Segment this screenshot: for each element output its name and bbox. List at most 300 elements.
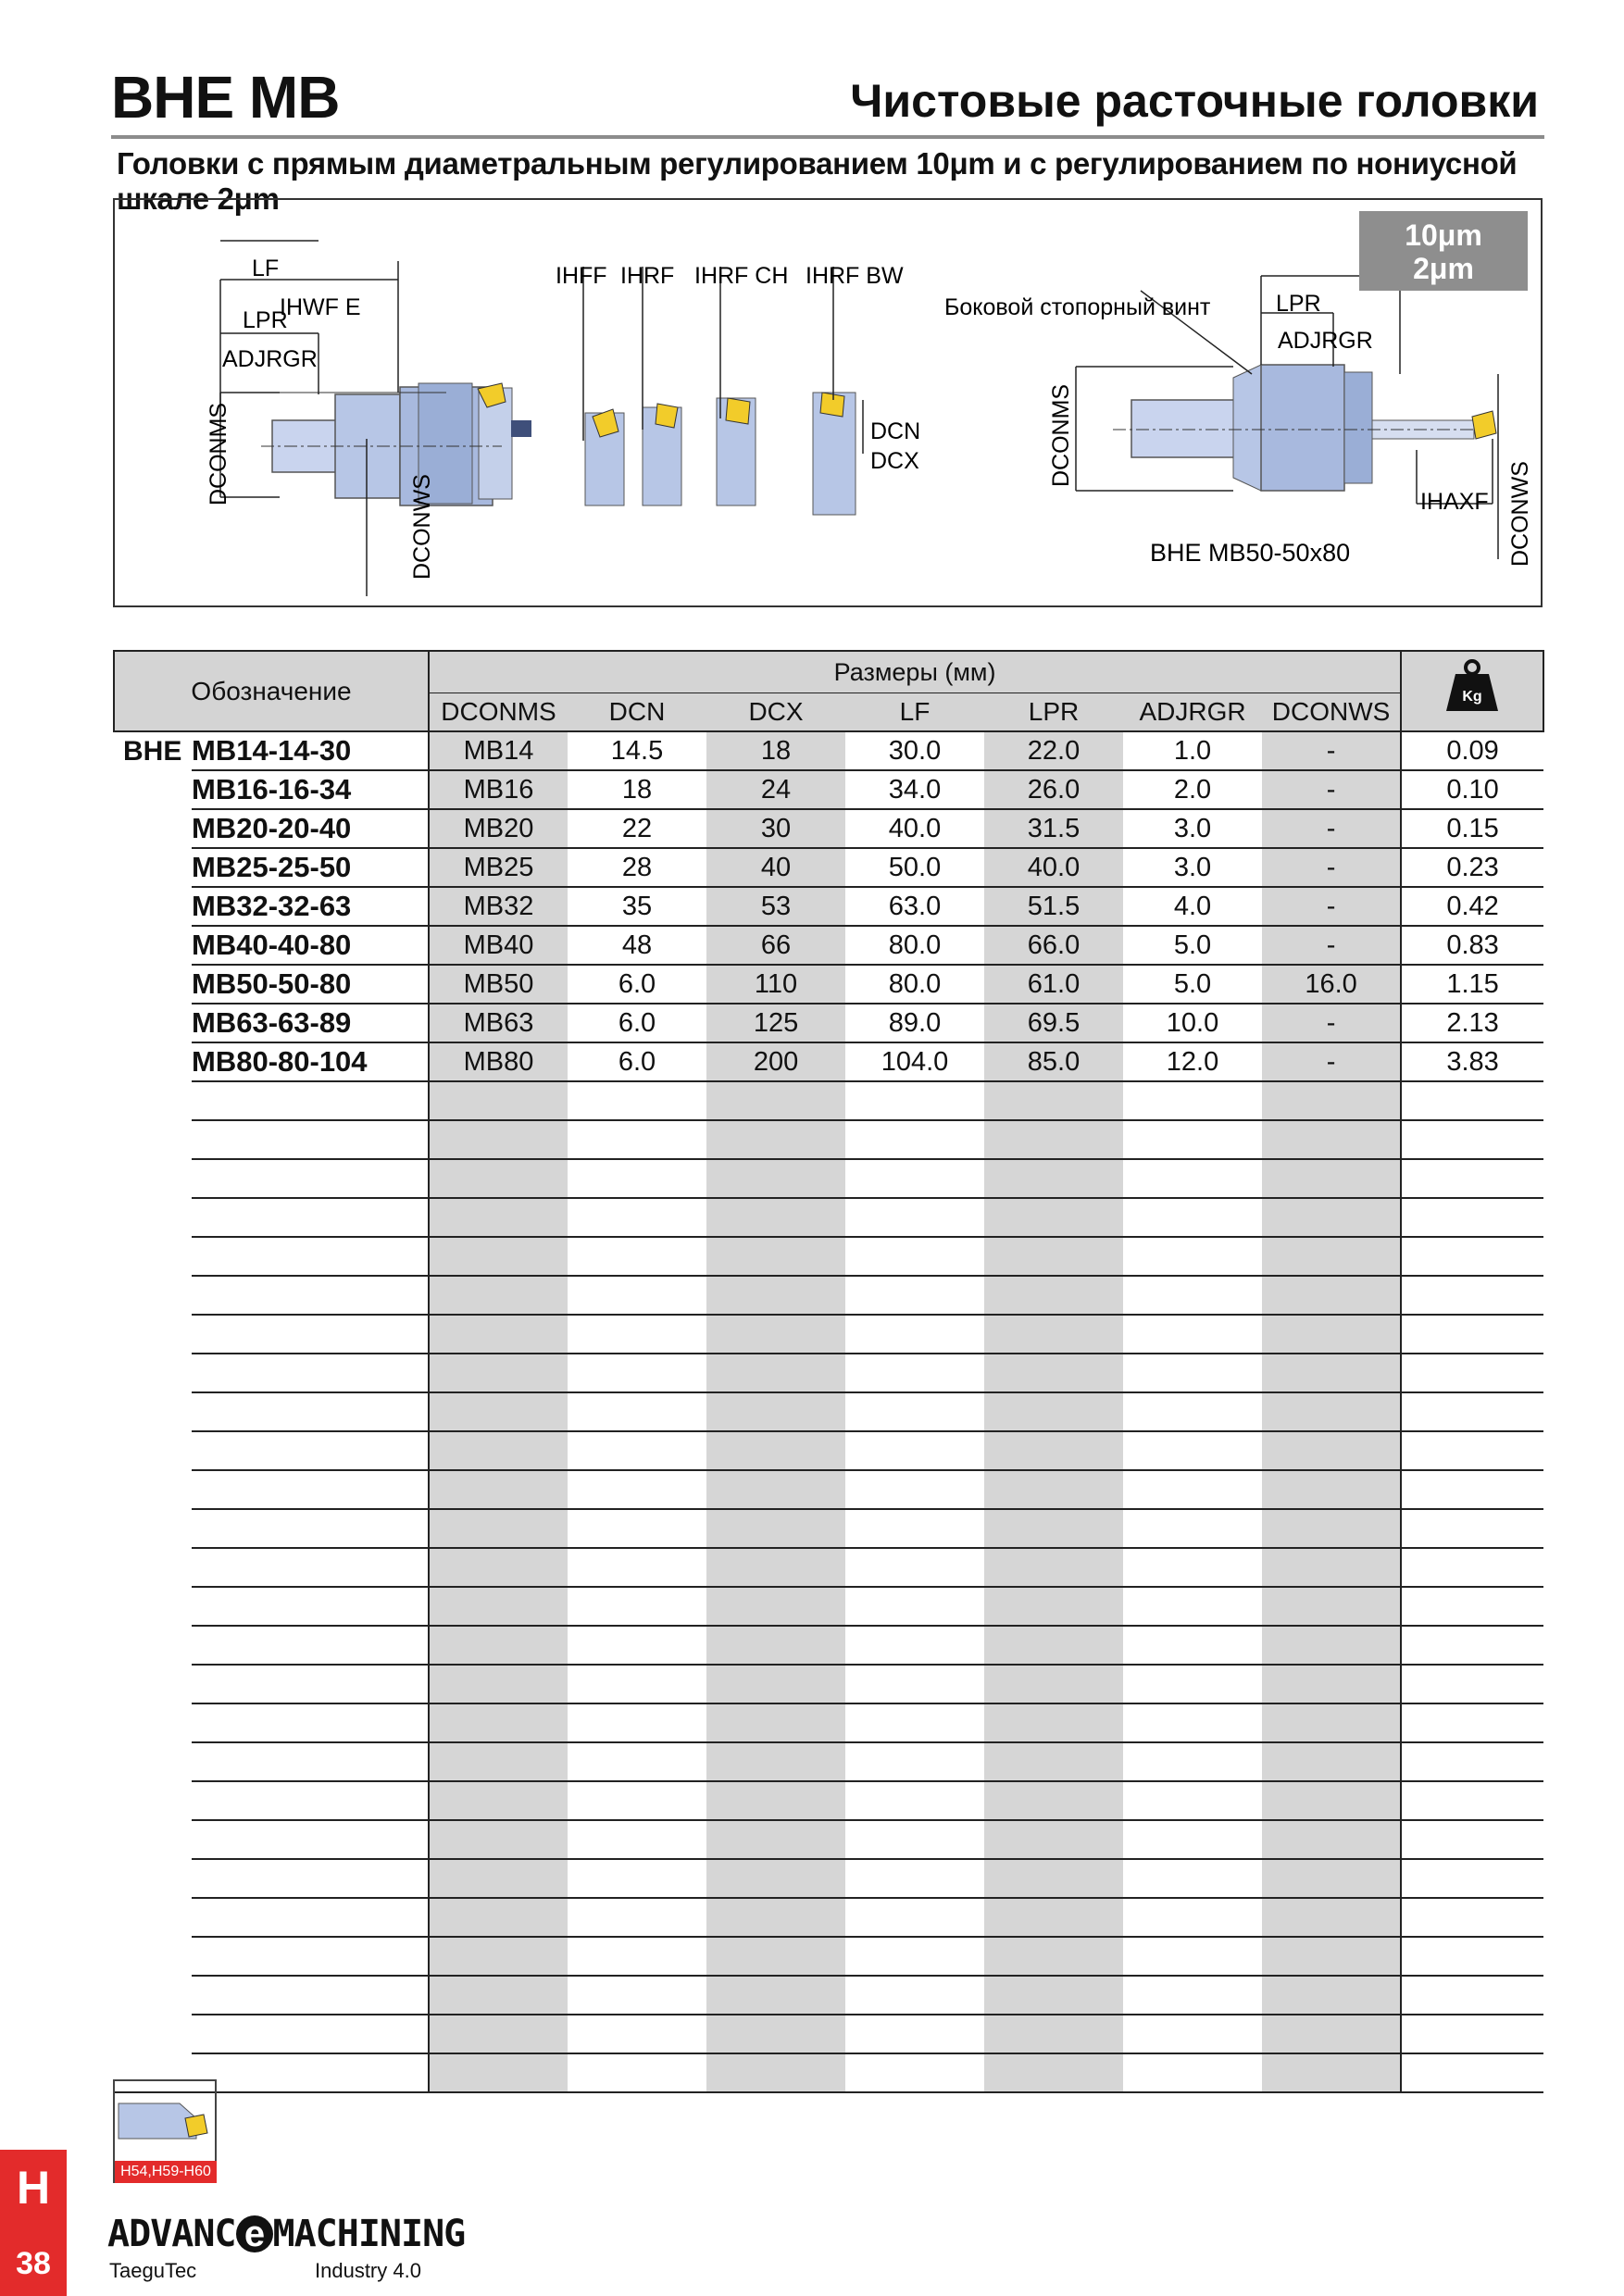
cell-adjrgr	[1123, 1587, 1262, 1626]
cell-adjrgr	[1123, 1820, 1262, 1859]
cell-lf	[845, 1859, 984, 1898]
cell-lpr: 22.0	[984, 731, 1123, 770]
cell-dconws	[1262, 1781, 1401, 1820]
row-designation: MB40-40-80	[192, 926, 429, 965]
cell-adjrgr	[1123, 1626, 1262, 1665]
logo-text-right: MACHINING	[272, 2213, 466, 2255]
cell-dcn	[568, 1742, 706, 1781]
row-prefix	[114, 1781, 192, 1820]
row-prefix	[114, 1820, 192, 1859]
cell-lpr	[984, 1392, 1123, 1431]
label-lpr-right: LPR	[1276, 291, 1321, 317]
cell-weight	[1401, 1392, 1543, 1431]
cell-dcx	[706, 1587, 845, 1626]
cell-adjrgr	[1123, 1315, 1262, 1354]
cell-lpr: 51.5	[984, 887, 1123, 926]
empty-table-row	[114, 1781, 1543, 1820]
cell-adjrgr	[1123, 1081, 1262, 1120]
row-designation	[192, 1198, 429, 1237]
row-prefix	[114, 1315, 192, 1354]
cell-dcx	[706, 1198, 845, 1237]
label-dconms: DCONMS	[206, 402, 231, 505]
cell-lf: 80.0	[845, 926, 984, 965]
row-designation: MB50-50-80	[192, 965, 429, 1004]
row-prefix	[114, 1120, 192, 1159]
cell-dconms	[429, 1509, 568, 1548]
cell-lf	[845, 1276, 984, 1315]
row-designation	[192, 1237, 429, 1276]
cell-dcn	[568, 1937, 706, 1976]
row-designation: MB80-80-104	[192, 1042, 429, 1081]
cell-adjrgr	[1123, 1237, 1262, 1276]
cell-dconms	[429, 1781, 568, 1820]
cell-lf	[845, 1509, 984, 1548]
cell-weight	[1401, 1587, 1543, 1626]
cell-dconms	[429, 1859, 568, 1898]
cell-lf	[845, 1315, 984, 1354]
reference-pages: H54,H59-H60	[115, 2161, 217, 2183]
cell-dconws	[1262, 1159, 1401, 1198]
cell-adjrgr: 5.0	[1123, 965, 1262, 1004]
brand-logo	[107, 2213, 465, 2255]
row-prefix	[114, 1626, 192, 1665]
empty-table-row	[114, 1120, 1543, 1159]
row-prefix	[114, 1237, 192, 1276]
cell-dcn	[568, 1431, 706, 1470]
cell-dconms	[429, 1937, 568, 1976]
page-number: 38	[16, 2246, 51, 2281]
cell-lf	[845, 2053, 984, 2092]
cell-adjrgr: 5.0	[1123, 926, 1262, 965]
cell-dconms: MB63	[429, 1004, 568, 1042]
cell-dconms	[429, 1626, 568, 1665]
cell-dcx	[706, 1159, 845, 1198]
cell-dconws	[1262, 2015, 1401, 2053]
header-weight	[1401, 651, 1543, 731]
cell-adjrgr	[1123, 1470, 1262, 1509]
row-prefix	[114, 2015, 192, 2053]
cell-dcn	[568, 1509, 706, 1548]
cell-lpr	[984, 1198, 1123, 1237]
cell-dcx	[706, 1276, 845, 1315]
row-designation	[192, 1470, 429, 1509]
row-prefix	[114, 887, 192, 926]
cell-lpr	[984, 1587, 1123, 1626]
row-designation	[192, 1703, 429, 1742]
table-row	[114, 1004, 1543, 1042]
cell-dconws	[1262, 1859, 1401, 1898]
row-designation: MB25-25-50	[192, 848, 429, 887]
cell-lpr	[984, 1354, 1123, 1392]
cell-lpr	[984, 2015, 1123, 2053]
cell-dconws	[1262, 1976, 1401, 2015]
cell-weight: 0.42	[1401, 887, 1543, 926]
cell-lpr: 40.0	[984, 848, 1123, 887]
cell-adjrgr: 2.0	[1123, 770, 1262, 809]
cell-dcx	[706, 1626, 845, 1665]
cell-lf	[845, 1354, 984, 1392]
row-prefix	[114, 1081, 192, 1120]
row-designation	[192, 1509, 429, 1548]
table-row	[114, 965, 1543, 1004]
cell-dcx	[706, 2015, 845, 2053]
cell-lpr	[984, 1703, 1123, 1742]
cell-weight	[1401, 2015, 1543, 2053]
cell-weight	[1401, 1237, 1543, 1276]
column-header-dconws: DCONWS	[1262, 693, 1401, 732]
cell-dconws	[1262, 1703, 1401, 1742]
cell-dconws	[1262, 1742, 1401, 1781]
cell-weight: 0.83	[1401, 926, 1543, 965]
label-dconws-right: DCONWS	[1507, 461, 1533, 567]
cell-dcn	[568, 1120, 706, 1159]
cell-lf: 104.0	[845, 1042, 984, 1081]
cell-lpr	[984, 1626, 1123, 1665]
table-row	[114, 809, 1543, 848]
cell-weight	[1401, 1276, 1543, 1315]
cell-weight	[1401, 1431, 1543, 1470]
cell-weight	[1401, 1509, 1543, 1548]
row-designation: MB32-32-63	[192, 887, 429, 926]
cell-dconws	[1262, 1665, 1401, 1703]
cell-lpr	[984, 1976, 1123, 2015]
cell-dconms	[429, 1548, 568, 1587]
cell-lf	[845, 1431, 984, 1470]
cell-dconms	[429, 1198, 568, 1237]
cell-dconws	[1262, 1937, 1401, 1976]
cell-dconms	[429, 1976, 568, 2015]
logo-tagline: Industry 4.0	[315, 2259, 421, 2282]
row-prefix	[114, 1976, 192, 2015]
row-prefix	[114, 809, 192, 848]
cell-dconws	[1262, 1392, 1401, 1431]
row-prefix	[114, 1665, 192, 1703]
cell-dcx	[706, 1665, 845, 1703]
row-prefix: BHE	[123, 735, 182, 767]
cell-lf	[845, 1626, 984, 1665]
cell-dconws: -	[1262, 1042, 1401, 1081]
weight-kg-label: Kg	[1462, 689, 1482, 705]
cell-adjrgr	[1123, 1781, 1262, 1820]
empty-table-row	[114, 2015, 1543, 2053]
cell-lpr	[984, 1470, 1123, 1509]
cell-dconws	[1262, 1431, 1401, 1470]
empty-table-row	[114, 1898, 1543, 1937]
cell-dcx: 200	[706, 1042, 845, 1081]
cell-dcx	[706, 1470, 845, 1509]
cell-weight	[1401, 1198, 1543, 1237]
cell-lf	[845, 1665, 984, 1703]
cell-lpr	[984, 1820, 1123, 1859]
cell-lpr	[984, 1548, 1123, 1587]
table-row	[114, 848, 1543, 887]
cell-adjrgr	[1123, 1859, 1262, 1898]
cell-dconms: MB40	[429, 926, 568, 965]
cell-lf	[845, 2015, 984, 2053]
cell-weight	[1401, 1081, 1543, 1120]
cell-weight: 0.15	[1401, 809, 1543, 848]
cell-dconws	[1262, 1081, 1401, 1120]
cell-dcn	[568, 1354, 706, 1392]
cell-lpr: 66.0	[984, 926, 1123, 965]
cell-dconws: -	[1262, 1004, 1401, 1042]
cell-lpr: 26.0	[984, 770, 1123, 809]
cell-weight: 1.15	[1401, 965, 1543, 1004]
cell-dconms	[429, 1820, 568, 1859]
cell-dcn	[568, 1548, 706, 1587]
cell-lpr	[984, 1742, 1123, 1781]
cell-dcx	[706, 1898, 845, 1937]
cell-weight: 0.10	[1401, 770, 1543, 809]
cell-dcx	[706, 1937, 845, 1976]
cell-dcn	[568, 2053, 706, 2092]
page-heading: Чистовые расточные головки	[850, 75, 1539, 127]
cell-dcx: 125	[706, 1004, 845, 1042]
label-dconws: DCONWS	[409, 474, 435, 580]
cell-adjrgr	[1123, 1742, 1262, 1781]
cell-lf	[845, 1742, 984, 1781]
cell-lf	[845, 1703, 984, 1742]
cell-weight	[1401, 1898, 1543, 1937]
cell-dconms: MB14	[429, 731, 568, 770]
cell-weight	[1401, 1159, 1543, 1198]
cell-dconws: 16.0	[1262, 965, 1401, 1004]
cell-lf	[845, 1237, 984, 1276]
header-designation: Обозначение	[114, 651, 429, 731]
cell-weight: 3.83	[1401, 1042, 1543, 1081]
cell-dcx	[706, 1976, 845, 2015]
column-header-dcx: DCX	[706, 693, 845, 732]
empty-table-row	[114, 1703, 1543, 1742]
row-designation	[192, 1898, 429, 1937]
cell-dcx	[706, 1820, 845, 1859]
cell-dcx	[706, 1120, 845, 1159]
cell-weight	[1401, 1354, 1543, 1392]
cell-lf: 63.0	[845, 887, 984, 926]
cell-weight	[1401, 1470, 1543, 1509]
cell-dconms	[429, 1392, 568, 1431]
table-row	[114, 731, 1543, 770]
cell-dcx: 110	[706, 965, 845, 1004]
cell-weight	[1401, 2053, 1543, 2092]
cell-dcn	[568, 1820, 706, 1859]
cell-lpr: 85.0	[984, 1042, 1123, 1081]
cell-weight	[1401, 1937, 1543, 1976]
cell-dcx	[706, 1354, 845, 1392]
cell-adjrgr	[1123, 2053, 1262, 2092]
cell-dcn	[568, 1470, 706, 1509]
row-prefix	[114, 1159, 192, 1198]
cell-lpr: 69.5	[984, 1004, 1123, 1042]
cell-dcn: 18	[568, 770, 706, 809]
cell-dconws	[1262, 2053, 1401, 2092]
cell-dconms	[429, 1431, 568, 1470]
row-prefix	[114, 1354, 192, 1392]
cell-weight	[1401, 1859, 1543, 1898]
label-ihrf-ch: IHRF CH	[694, 263, 789, 289]
cell-lpr	[984, 1237, 1123, 1276]
cell-lpr	[984, 1315, 1123, 1354]
cell-dcx	[706, 1548, 845, 1587]
empty-table-row	[114, 1859, 1543, 1898]
cell-dcn: 48	[568, 926, 706, 965]
cell-lf	[845, 1898, 984, 1937]
cell-dconws	[1262, 1548, 1401, 1587]
empty-table-row	[114, 1937, 1543, 1976]
cell-lf	[845, 1976, 984, 2015]
row-designation: MB20-20-40	[192, 809, 429, 848]
empty-table-row	[114, 2053, 1543, 2092]
cell-lpr	[984, 1509, 1123, 1548]
row-designation	[192, 2015, 429, 2053]
cell-weight	[1401, 1820, 1543, 1859]
cell-lf	[845, 1120, 984, 1159]
cell-dcx	[706, 1315, 845, 1354]
cell-dconws	[1262, 1587, 1401, 1626]
empty-table-row	[114, 1159, 1543, 1198]
cell-lf: 34.0	[845, 770, 984, 809]
cell-dconws	[1262, 1354, 1401, 1392]
label-ihwf: IHWF E	[280, 294, 361, 320]
cell-dcn	[568, 1859, 706, 1898]
cell-weight	[1401, 1315, 1543, 1354]
cell-lf	[845, 1937, 984, 1976]
cell-dcn	[568, 1703, 706, 1742]
cell-dcn	[568, 1665, 706, 1703]
cell-dcx: 66	[706, 926, 845, 965]
cell-lf	[845, 1392, 984, 1431]
cell-dconms	[429, 1587, 568, 1626]
row-prefix	[114, 1470, 192, 1509]
cell-lpr	[984, 1276, 1123, 1315]
cell-dconws	[1262, 1237, 1401, 1276]
cell-adjrgr	[1123, 1509, 1262, 1548]
cell-lpr	[984, 1781, 1123, 1820]
label-ihrf: IHRF	[620, 263, 675, 289]
title-divider	[111, 135, 1544, 139]
empty-table-row	[114, 1976, 1543, 2015]
row-prefix	[114, 1742, 192, 1781]
cell-dconws	[1262, 1898, 1401, 1937]
cell-dcn: 6.0	[568, 1042, 706, 1081]
row-prefix	[114, 1509, 192, 1548]
cell-dcn: 14.5	[568, 731, 706, 770]
section-tab	[0, 2150, 67, 2296]
cell-dcn	[568, 1198, 706, 1237]
logo-brand-name: TaeguTec	[109, 2259, 197, 2282]
cell-lpr	[984, 1859, 1123, 1898]
boring-bar-thumb-icon	[115, 2081, 215, 2159]
cell-lf	[845, 1081, 984, 1120]
cell-weight: 0.09	[1401, 731, 1543, 770]
cell-dconms	[429, 1237, 568, 1276]
cell-lpr	[984, 1898, 1123, 1937]
cell-adjrgr: 10.0	[1123, 1004, 1262, 1042]
cell-dconws: -	[1262, 848, 1401, 887]
cell-dcx	[706, 1509, 845, 1548]
page-subtitle: Головки с прямым диаметральным регулированием 10μm и с регулированием по нониусной шкале 2μm	[117, 146, 1518, 216]
row-designation	[192, 1081, 429, 1120]
cell-dconms	[429, 2053, 568, 2092]
row-prefix	[114, 770, 192, 809]
row-designation	[192, 1548, 429, 1587]
cell-dcn	[568, 1081, 706, 1120]
column-header-adjrgr: ADJRGR	[1123, 693, 1262, 732]
row-designation	[192, 1120, 429, 1159]
cell-weight	[1401, 1742, 1543, 1781]
logo-text-left: ADVANC	[107, 2213, 236, 2255]
label-side-screw: Боковой стопорный винт	[944, 294, 1211, 320]
row-prefix	[114, 1004, 192, 1042]
spec-table	[113, 650, 1544, 2093]
cell-dconms	[429, 1665, 568, 1703]
row-designation: MB14-14-30	[192, 731, 429, 770]
cell-lf: 89.0	[845, 1004, 984, 1042]
row-designation	[192, 1820, 429, 1859]
cell-dconms	[429, 1742, 568, 1781]
label-lf: LF	[252, 256, 280, 281]
cell-dcn: 22	[568, 809, 706, 848]
label-dcn: DCN	[870, 418, 921, 444]
diagram-caption: BHE MB50-50x80	[1150, 539, 1351, 567]
cell-lf	[845, 1587, 984, 1626]
cell-lf: 50.0	[845, 848, 984, 887]
cell-dcn	[568, 1587, 706, 1626]
page-title: BHE MB	[111, 64, 340, 131]
cell-dconms	[429, 1315, 568, 1354]
cell-weight	[1401, 1626, 1543, 1665]
row-prefix	[114, 1198, 192, 1237]
row-prefix	[114, 1937, 192, 1976]
empty-table-row	[114, 1315, 1543, 1354]
cell-lf	[845, 1470, 984, 1509]
cell-adjrgr	[1123, 2015, 1262, 2053]
empty-table-row	[114, 1742, 1543, 1781]
cell-dcn	[568, 1976, 706, 2015]
row-prefix	[114, 1703, 192, 1742]
cell-dcn	[568, 1276, 706, 1315]
cell-dconms	[429, 1081, 568, 1120]
cell-dconws	[1262, 1276, 1401, 1315]
cell-dcn	[568, 1392, 706, 1431]
cell-adjrgr: 3.0	[1123, 848, 1262, 887]
cell-adjrgr: 3.0	[1123, 809, 1262, 848]
cell-adjrgr	[1123, 1703, 1262, 1742]
cell-lpr	[984, 1937, 1123, 1976]
row-prefix	[114, 1392, 192, 1431]
cell-dconws	[1262, 1470, 1401, 1509]
cell-adjrgr	[1123, 1665, 1262, 1703]
label-ihff: IHFF	[556, 263, 607, 289]
row-designation	[192, 1159, 429, 1198]
column-header-lf: LF	[845, 693, 984, 732]
label-ihrf-bw: IHRF BW	[806, 263, 904, 289]
empty-table-row	[114, 1354, 1543, 1392]
empty-table-row	[114, 1081, 1543, 1120]
cell-dconms	[429, 1159, 568, 1198]
label-adjrgr-right: ADJRGR	[1278, 328, 1373, 354]
cell-adjrgr	[1123, 1120, 1262, 1159]
cell-dconms	[429, 1470, 568, 1509]
section-letter: H	[16, 2162, 51, 2214]
cell-lpr: 31.5	[984, 809, 1123, 848]
cell-dcn	[568, 2015, 706, 2053]
row-prefix	[114, 1276, 192, 1315]
cell-dcn	[568, 1898, 706, 1937]
table-row	[114, 1042, 1543, 1081]
cell-weight: 2.13	[1401, 1004, 1543, 1042]
row-designation	[192, 1665, 429, 1703]
